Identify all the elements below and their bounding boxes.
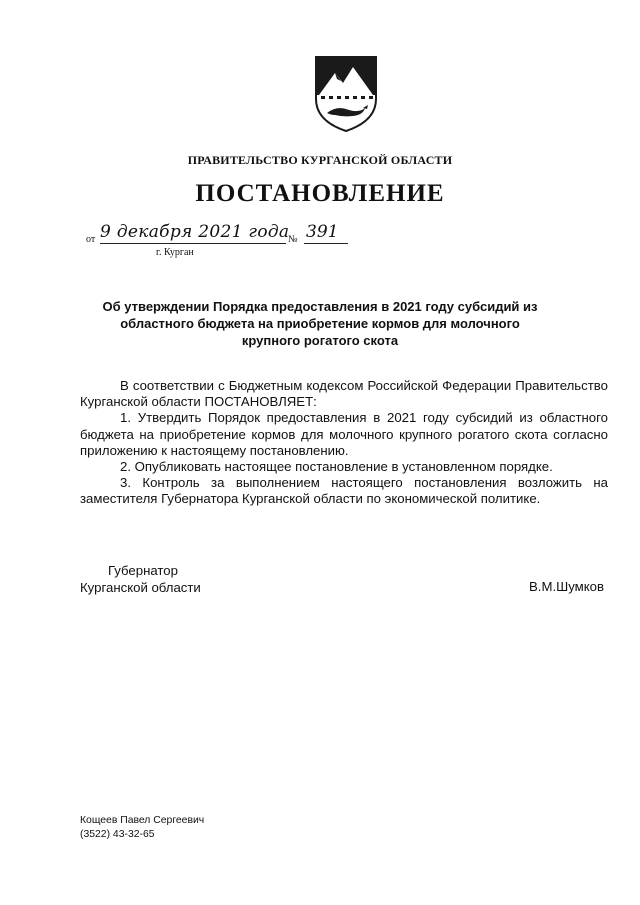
executor-name: Кощеев Павел Сергеевич — [80, 815, 205, 826]
body-item-2: 2. Опубликовать настоящее постановление в установленном порядке. — [120, 459, 553, 475]
document-body — [80, 378, 608, 508]
body-preamble: В соответствии с Бюджетным кодексом Российской Федерации Правительство Курганской области ПОСТАНОВЛЯЕТ: — [80, 378, 608, 410]
executor-phone: (3522) 43-32-65 — [80, 829, 155, 840]
government-title: ПРАВИТЕЛЬСТВО КУРГАНСКОЙ ОБЛАСТИ — [187, 153, 453, 167]
number-underline — [304, 243, 348, 244]
handwritten-number: 391 — [306, 222, 339, 242]
coat-of-arms-icon — [313, 55, 379, 133]
body-item-3: 3. Контроль за выполнением настоящего постановления возложить на заместителя Губернатора Курганской области по экономической политике. — [80, 475, 608, 507]
registration-line — [86, 222, 366, 262]
executor-block — [80, 814, 204, 842]
date-underline — [100, 243, 286, 244]
body-item-1: 1. Утвердить Порядок предоставления в 2021 году субсидий из областного бюджета на приобретение кормов для молочного крупного рогатого скота согласно приложению к настоящему постановлению. — [80, 410, 608, 458]
date-prefix-label: от — [86, 234, 96, 245]
signatory-title-line1: Губернатор — [108, 563, 178, 578]
handwritten-date: 9 декабря 2021 года — [100, 222, 290, 242]
number-prefix-label: № — [288, 234, 298, 245]
city-label: г. Курган — [156, 247, 194, 258]
document-subject: Об утверждении Порядка предоставления в 2021 году субсидий из областного бюджета на приобретение кормов для молочного крупного рогатого скота — [102, 299, 538, 348]
signatory-title-line2: Курганской области — [80, 579, 201, 595]
signatory-name: В.М.Шумков — [529, 579, 604, 594]
signatory-title — [80, 563, 280, 596]
document-type-heading: ПОСТАНОВЛЕНИЕ — [195, 180, 445, 207]
